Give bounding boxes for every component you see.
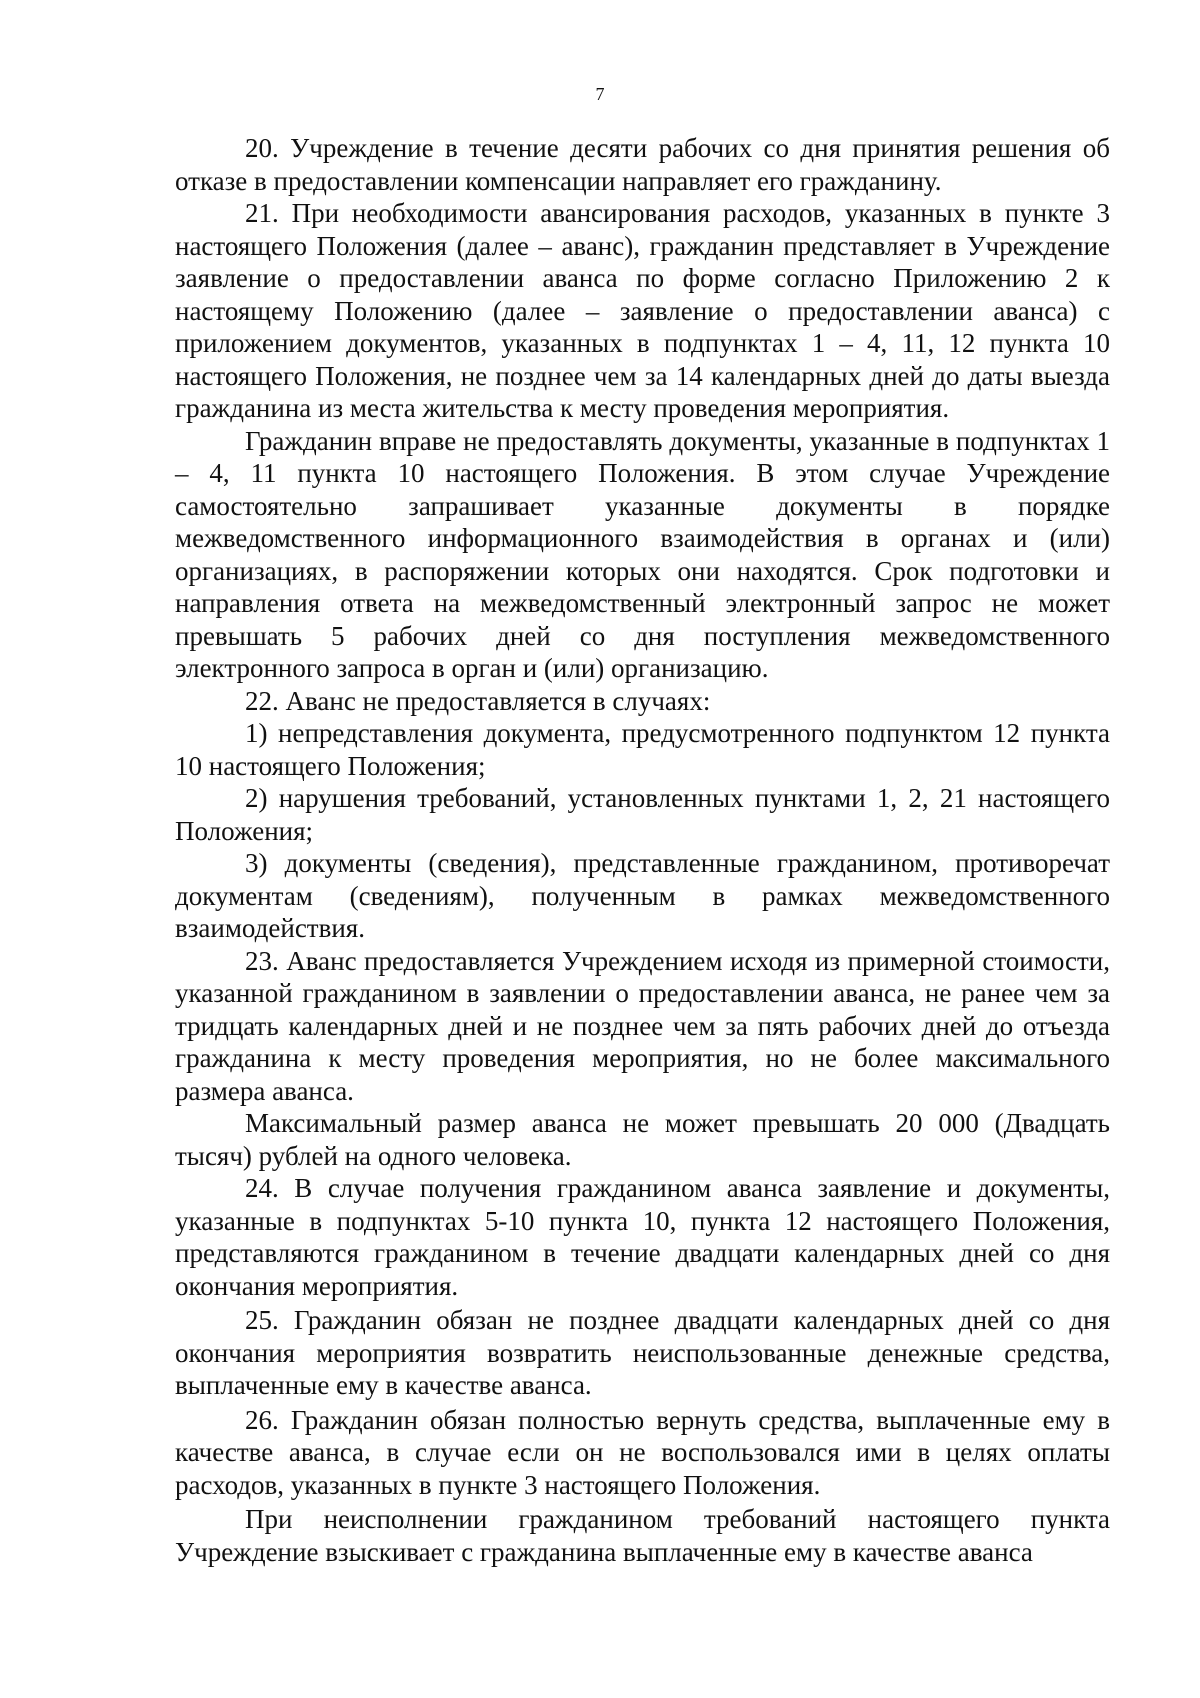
paragraph-20: 20. Учреждение в течение десяти рабочих со дня принятия решения об отказе в предоставлении компенсации направляет его гражданину. xyxy=(175,133,1110,196)
paragraph-23: 23. Аванс предоставляется Учреждением исходя из примерной стоимости, указанной гражданином в заявлении о предоставлении аванса, не ранее чем за тридцать календарных дней и не позднее чем за пять рабочих дней до отъезда гражданина к месту проведения мероприятия, но не более максимального размера аванса. xyxy=(175,945,1110,1106)
paragraph-24: 24. В случае получения гражданином аванса заявление и документы, указанные в подпунктах 5-10 пункта 10, пункта 12 настоящего Положения, представляются гражданином в течение двадцати календарных дней со дня окончания мероприятия. xyxy=(175,1173,1110,1301)
paragraph-22-item-3: 3) документы (сведения), представленные гражданином, противоречат документам (сведениям), полученным в рамках межведомственного взаимодействия. xyxy=(175,848,1110,943)
paragraph-26: 26. Гражданин обязан полностью вернуть средства, выплаченные ему в качестве аванса, в случае если он не воспользовался ими в целях оплаты расходов, указанных в пункте 3 настоящего Положения. xyxy=(175,1404,1110,1500)
paragraph-22-item-1: 1) непредставления документа, предусмотренного подпунктом 12 пункта 10 настоящего Положения; xyxy=(175,718,1110,781)
paragraph-21-citizen-right: Гражданин вправе не предоставлять документы, указанные в подпунктах 1 – 4, 11 пункта 10 настоящего Положения. В этом случае Учреждение самостоятельно запрашивает указанные документы в порядке межведомственного информационного взаимодействия в органах и (или) организациях, в распоряжении которых они находятся. Срок подготовки и направления ответа на межведомственный электронный запрос не может превышать 5 рабочих дней со дня поступления межведомственного электронного запроса в орган и (или) организацию. xyxy=(175,425,1110,683)
paragraph-25: 25. Гражданин обязан не позднее двадцати календарных дней со дня окончания мероприятия возвратить неиспользованные денежные средства, выплаченные ему в качестве аванса. xyxy=(175,1305,1110,1400)
paragraph-21: 21. При необходимости авансирования расходов, указанных в пункте 3 настоящего Положения (далее – аванс), гражданин представляет в Учреждение заявление о предоставлении аванса по форме согласно Приложению 2 к настоящему Положению (далее – заявление о предоставлении аванса) с приложением документов, указанных в подпунктах 1 – 4, 11, 12 пункта 10 настоящего Положения, не позднее чем за 14 календарных дней до даты выезда гражданина из места жительства к месту проведения мероприятия. xyxy=(175,198,1110,423)
paragraph-22-item-2: 2) нарушения требований, установленных пунктами 1, 2, 21 настоящего Положения; xyxy=(175,783,1110,846)
document-body xyxy=(175,132,1110,1568)
paragraph-23-max-advance: Максимальный размер аванса не может превышать 20 000 (Двадцать тысяч) рублей на одного человека. xyxy=(175,1108,1110,1171)
paragraph-26-enforcement: При неисполнении гражданином требований настоящего пункта Учреждение взыскивает с гражданина выплаченные ему в качестве аванса xyxy=(175,1504,1110,1567)
page-number: 7 xyxy=(595,84,605,104)
paragraph-22: 22. Аванс не предоставляется в случаях: xyxy=(245,685,711,716)
